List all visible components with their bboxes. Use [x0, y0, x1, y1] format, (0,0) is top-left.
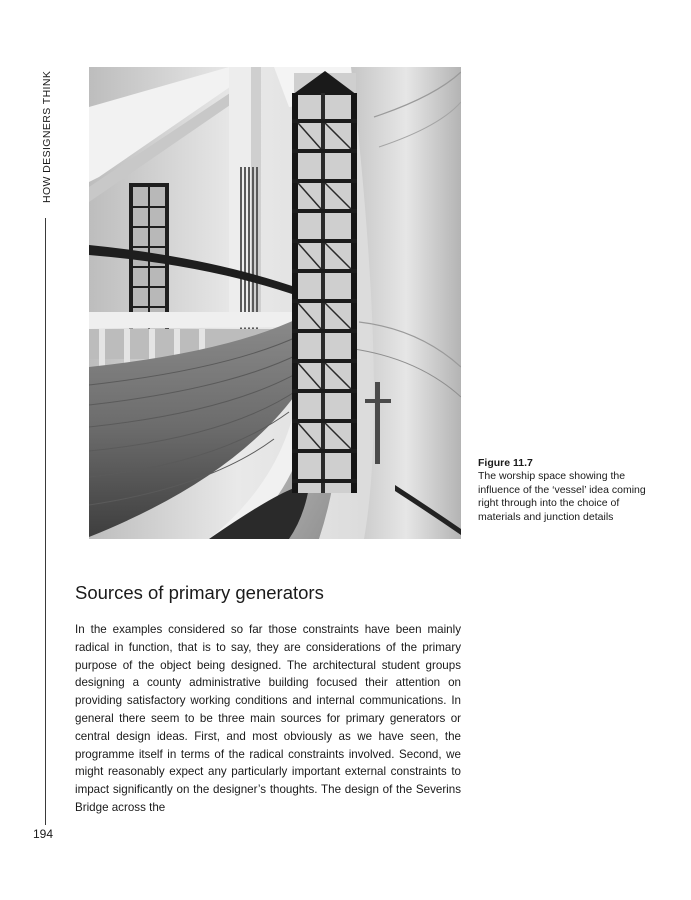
figure-photo-drawing: [89, 67, 461, 539]
page-number: 194: [33, 827, 54, 841]
figure-photo: [89, 67, 461, 539]
section-heading: Sources of primary generators: [75, 582, 324, 603]
body-paragraph: In the examples considered so far those constraints have been mainly radical in function, that is to say, they are considerations of the primary purpose of the object being designed. The architectural student groups designing a county administrative building focused their attention on providing satisfactory working conditions and internal communications. In general there seem to be three main sources for primary generators or central design ideas. First, and most obviously as we have seen, the programme itself in terms of the radical constraints involved. Second, we might reasonably expect any particularly important external constraints to impact significantly on the designer’s thoughts. The design of the Severins Bridge across the: [75, 623, 461, 814]
figure-caption-text: The worship space showing the influence of the ‘vessel’ idea coming right through into the choice of materials and junction details: [478, 470, 646, 523]
figure-label: Figure 11.7: [478, 457, 533, 469]
running-head: HOW DESIGNERS THINK: [41, 70, 53, 203]
margin-rule: [45, 218, 46, 825]
figure-caption: [478, 457, 648, 524]
